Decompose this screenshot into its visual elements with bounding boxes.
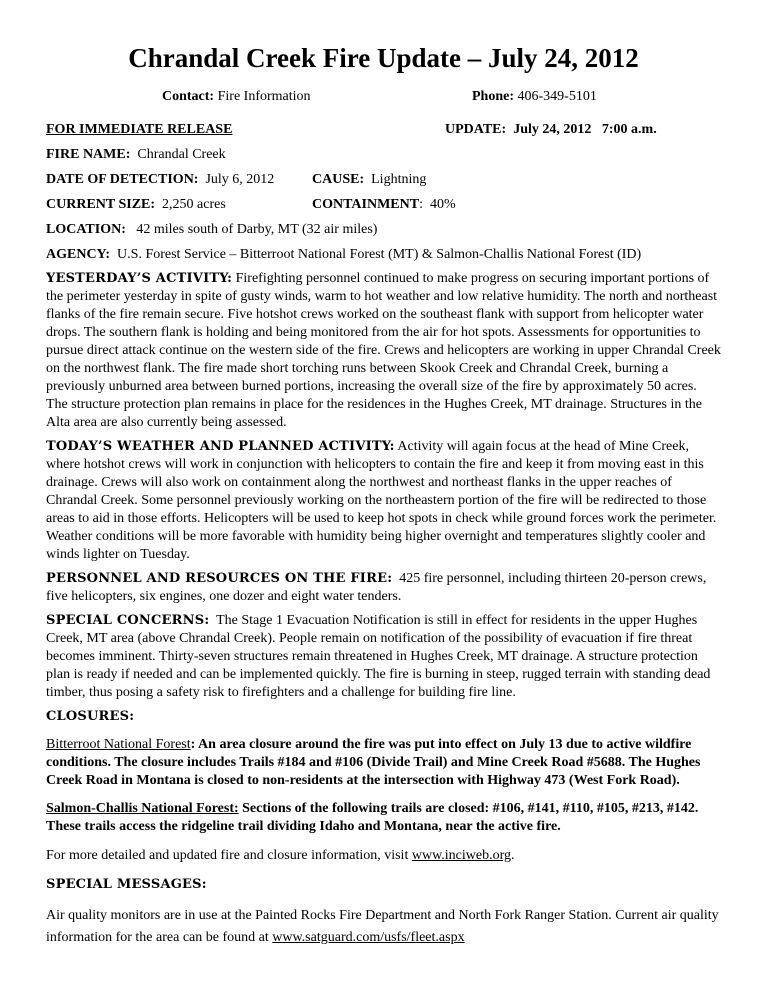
more-info xyxy=(46,847,721,865)
more-info-end: . xyxy=(511,848,515,863)
personnel-label: PERSONNEL AND RESOURCES ON THE FIRE: xyxy=(46,571,393,586)
special-messages-heading xyxy=(46,876,721,894)
containment-label: CONTAINMENT xyxy=(312,197,420,212)
contact-label: Contact: xyxy=(162,89,215,104)
fire-name-label: FIRE NAME: xyxy=(46,147,131,162)
special-concerns xyxy=(46,612,721,702)
page-title: Chrandal Creek Fire Update – July 24, 2012 xyxy=(128,43,639,73)
yesterday-activity xyxy=(46,270,721,432)
size-value: 2,250 acres xyxy=(162,197,226,212)
personnel-text: 425 fire personnel, including thirteen 20-person crews, five helicopters, six engines, one dozer and eight water tenders. xyxy=(46,571,707,604)
contact-row xyxy=(46,88,721,106)
special-messages-label: SPECIAL MESSAGES: xyxy=(46,877,207,892)
salmon-closure xyxy=(46,800,721,836)
salmon-text: Sections of the following trails are closed: #106, #141, #110, #105, #213, #142. These trails access the ridgeline trail dividing Idaho and Montana, near the active fire. xyxy=(46,801,699,834)
contact-value: Fire Information xyxy=(217,89,311,104)
inciweb-link[interactable]: www.inciweb.org xyxy=(411,848,511,863)
location-value: 42 miles south of Darby, MT (32 air miles) xyxy=(136,222,378,237)
release-label: FOR IMMEDIATE RELEASE xyxy=(46,122,233,137)
containment-value: : 40% xyxy=(419,197,456,212)
air-quality-text: Air quality monitors are in use at the Painted Rocks Fire Department and North Fork Ranger Station. Current air quality information for the area can be found at xyxy=(46,908,719,945)
bitterroot-closure xyxy=(46,736,721,790)
agency-value: U.S. Forest Service – Bitterroot National Forest (MT) & Salmon-Challis National Forest (ID) xyxy=(117,247,642,262)
today-text: Activity will again focus at the head of Mine Creek, where hotshot crews will work in conjunction with helicopters to contain the fire and keep it from moving east in this drainage. Crews will also work on containment along the northwest and northeast flanks in the upper reaches of Chrandal Creek. Some personnel previously working on the northeastern portion of the fire will be redirected to those areas to aid in those efforts. Helicopters will be used to keep hot spots in check while ground forces work the perimeter. Weather conditions will be more favorable with humidity being higher overnight and temperatures slightly cooler and winds lighter on Tuesday. xyxy=(46,439,717,562)
yesterday-label: YESTERDAY’S ACTIVITY: xyxy=(46,271,233,286)
release-row xyxy=(46,121,721,139)
containment-info xyxy=(312,196,456,214)
special-concerns-text: The Stage 1 Evacuation Notification is still in effect for residents in the upper Hughes Creek, MT area (above Chrandal Creek). People remain on notification of the possibility of evacuation if fire threat becomes imminent. Thirty-seven structures remain threatened in Hughes Creek, MT drainage. A structure protection plan is ready if needed and can be implemented quickly. The fire is burning in steep, rugged terrain with standing dead timber, thus posing a safety risk to firefighters and a challenge for building fire line. xyxy=(46,613,711,700)
air-quality xyxy=(46,905,721,949)
detection-label: DATE OF DETECTION: xyxy=(46,172,199,187)
agency-label: AGENCY: xyxy=(46,247,111,262)
phone-value: 406-349-5101 xyxy=(517,89,597,104)
size-containment-line xyxy=(46,196,721,214)
salmon-org: Salmon-Challis National Forest: xyxy=(46,801,239,816)
more-info-text: For more detailed and updated fire and closure information, visit xyxy=(46,848,412,863)
contact-info xyxy=(162,88,311,106)
agency-line xyxy=(46,246,721,264)
personnel-resources xyxy=(46,570,721,606)
closures-label: CLOSURES: xyxy=(46,709,135,724)
phone-label: Phone: xyxy=(472,89,514,104)
size-info xyxy=(46,197,226,212)
bitterroot-text: : An area closure around the fire was put into effect on July 13 due to active wildfire conditions. The closure includes Trails #184 and #106 (Divide Trail) and Mine Creek Road #5688. The Hughes Creek Road in Montana is closed to non-residents at the intersection with Highway 473 (West Fork Road). xyxy=(46,737,701,788)
yesterday-text: Firefighting personnel continued to make progress on securing important portions of the perimeter yesterday in spite of gusty winds, warm to hot weather and low relative humidity. The north and northeast flanks of the fire remain secure. Five hotshot crews worked on the southeast flank with support from helicopter water drops. The southern flank is holding and being monitored from the air for hot spots. Assessments for opportunities to pursue direct attack continue on the western side of the fire. Crews and helicopters are working in upper Chrandal Creek on the northwest flank. The fire made short torching runs between Skook Creek and Chrandal Creek, burning a previously unburned area between burned portions, increasing the overall size of the fire by approximately 50 acres. The structure protection plan remains in place for the residences in the Hughes Creek, MT drainage. Structures in the Alta area are also currently being assessed. xyxy=(46,271,721,430)
cause-info xyxy=(312,171,426,189)
cause-label: CAUSE: xyxy=(312,172,365,187)
today-label: TODAY’S WEATHER AND PLANNED ACTIVITY: xyxy=(46,439,395,454)
satguard-link[interactable]: www.satguard.com/usfs/fleet.aspx xyxy=(272,930,465,945)
bitterroot-org: Bitterroot National Forest xyxy=(46,737,191,752)
location-line xyxy=(46,221,721,239)
update-label: UPDATE: xyxy=(445,122,507,137)
today-activity xyxy=(46,438,721,564)
location-label: LOCATION: xyxy=(46,222,126,237)
fire-name-value: Chrandal Creek xyxy=(137,147,226,162)
detection-cause-line xyxy=(46,171,721,189)
size-label: CURRENT SIZE: xyxy=(46,197,156,212)
phone-info xyxy=(472,88,597,106)
special-concerns-label: SPECIAL CONCERNS: xyxy=(46,613,210,628)
cause-value: Lightning xyxy=(371,172,427,187)
detection-info xyxy=(46,172,274,187)
closures-heading xyxy=(46,708,721,726)
fire-name-line xyxy=(46,146,721,164)
detection-value: July 6, 2012 xyxy=(205,172,275,187)
update-value: July 24, 2012 7:00 a.m. xyxy=(513,122,657,137)
update-info xyxy=(445,121,657,139)
